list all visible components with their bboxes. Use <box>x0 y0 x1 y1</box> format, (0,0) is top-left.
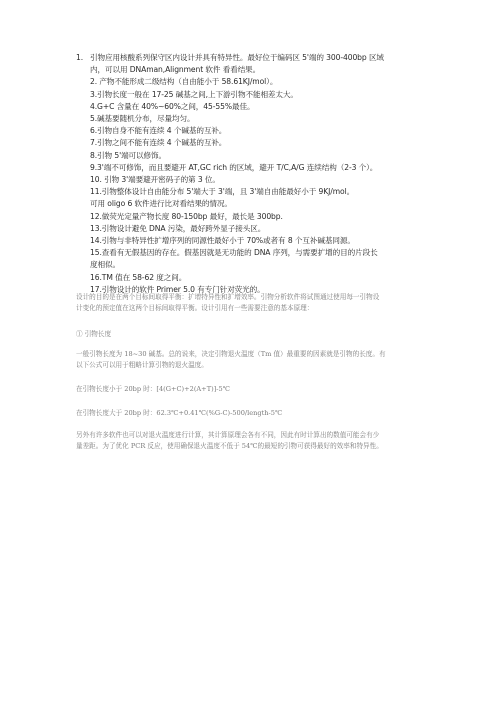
rule-item-7: 7.引物之间不能有连续 4 个碱基的互补。 <box>90 138 227 148</box>
rule-item-3: 3.引物长度一般在 17-25 碱基之间,上下游引物不能相差太大。 <box>90 89 298 99</box>
rule-item-16: 16.TM 值在 58-62 度之间。 <box>90 272 187 282</box>
primer-rules-list <box>76 52 456 296</box>
rule-item-11: 11.引物整体设计自由能分布 5'端大于 3'端，且 3'端自由能最好小于 9KJ/mol。 <box>90 187 355 197</box>
rule-item-14: 14.引物与非特异性扩增序列的同源性最好小于 70%或者有 8 个互补碱基同源。 <box>90 236 355 246</box>
rule-item-6: 6.引物自身不能有连续 4 个碱基的互补。 <box>90 126 227 136</box>
rule-item-1-line-1: 1. 引物应用核酸系列保守区内设计并具有特异性。最好位于编码区 5'端的 300-400bp 区域 <box>76 53 384 62</box>
rule-item-12: 12.做荧光定量产物长度 80-150bp 最好，最长是 300bp. <box>90 211 283 221</box>
rule-item-10: 10. 引物 3'端要避开密码子的第 3 位。 <box>90 175 220 185</box>
rule-item-1-line-2: 内，可以用 DNAman,Alignment 软件 看看结果。 <box>90 65 261 75</box>
rule-item-2: 2. 产物不能形成二级结构（自由能小于 58.61KJ/mol）。 <box>90 77 278 87</box>
intro-paragraph: 设计的目的是在两个目标间取得平衡：扩增特异性和扩增效率。引物分析软件将试图通过使用每一引物设 计变化的预定值在这两个目标间取得平衡。设计引用有一些需要注意的基本原理： <box>76 293 380 313</box>
rule-item-9: 9.3'端不可修饰，而且要避开 AT,GC rich 的区域，避开 T/C,A/G 连续结构（2-3 个）。 <box>90 162 378 172</box>
section-heading-primer-length: ① 引物长度 <box>76 330 112 338</box>
rule-item-15-line-2: 度相似。 <box>90 260 120 270</box>
rule-item-13: 13.引物设计避免 DNA 污染，最好跨外显子接头区。 <box>90 223 266 233</box>
formula-long-primer: 在引物长度大于 20bp 时：62.3℃+0.41℃(%G-C)-500/length-5℃ <box>76 409 283 417</box>
rule-item-4: 4.G+C 含量在 40%~60%之间，45-55%最佳。 <box>90 101 255 111</box>
software-paragraph: 另外有许多软件也可以对退火温度进行计算，其计算原理会各有不同，因此有时计算出的数值可能会有少 量差距。为了优化 PCR 反应，使用确保退火温度不低于 54℃的最短的引物可获得最好的效率和特异性。 <box>76 431 383 451</box>
rule-item-17: 17.引物设计的软件 Primer 5.0 有专门针对荧光的。 <box>90 284 265 294</box>
rule-item-15-line-1: 15.查看有无假基因的存在。假基因就是无功能的 DNA 序列，与需要扩增的目的片段长 <box>90 248 378 258</box>
rule-item-11-note: 可用 oligo 6 软件进行比对看结果的情况。 <box>90 199 232 209</box>
length-paragraph: 一般引物长度为 18~30 碱基。总的说来，决定引物退火温度（Tm 值）最重要的因素就是引物的长度。有 以下公式可以用于粗略计算引物的退火温度。 <box>76 350 386 370</box>
formula-short-primer: 在引物长度小于 20bp 时：[4(G+C)+2(A+T)]-5℃ <box>76 385 231 393</box>
rule-item-8: 8.引物 5'端可以修饰。 <box>90 150 167 160</box>
rule-item-5: 5.碱基要随机分布，尽量均匀。 <box>90 114 195 124</box>
